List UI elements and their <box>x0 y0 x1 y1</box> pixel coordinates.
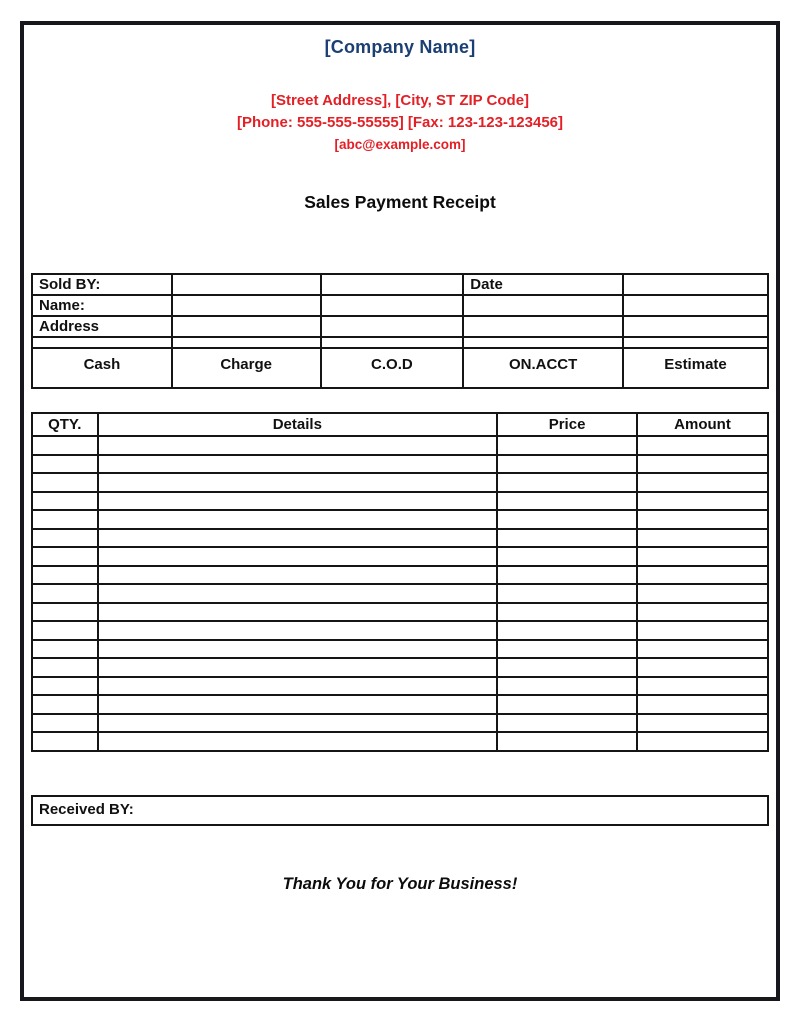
item-row <box>32 436 768 455</box>
item-price-cell[interactable] <box>497 621 637 640</box>
sold-by-label: Sold BY: <box>32 274 172 295</box>
item-price-cell[interactable] <box>497 510 637 529</box>
item-price-cell[interactable] <box>497 640 637 659</box>
item-amount-cell[interactable] <box>637 436 768 455</box>
item-price-cell[interactable] <box>497 695 637 714</box>
item-qty-cell[interactable] <box>32 603 98 622</box>
item-amount-cell[interactable] <box>637 732 768 751</box>
item-qty-cell[interactable] <box>32 492 98 511</box>
details-header: Details <box>98 413 498 436</box>
item-price-cell[interactable] <box>497 436 637 455</box>
item-row <box>32 714 768 733</box>
item-row <box>32 510 768 529</box>
item-row <box>32 658 768 677</box>
item-row <box>32 732 768 751</box>
item-qty-cell[interactable] <box>32 473 98 492</box>
item-row <box>32 492 768 511</box>
item-price-cell[interactable] <box>497 584 637 603</box>
company-name: [Company Name] <box>324 37 476 57</box>
item-amount-cell[interactable] <box>637 547 768 566</box>
item-details-cell[interactable] <box>98 603 498 622</box>
item-details-cell[interactable] <box>98 455 498 474</box>
address-field-3[interactable] <box>463 316 623 337</box>
contact-block <box>31 90 769 155</box>
item-row <box>32 529 768 548</box>
item-row <box>32 455 768 474</box>
item-amount-cell[interactable] <box>637 529 768 548</box>
item-details-cell[interactable] <box>98 695 498 714</box>
item-row <box>32 584 768 603</box>
item-qty-cell[interactable] <box>32 621 98 640</box>
item-details-cell[interactable] <box>98 640 498 659</box>
item-amount-cell[interactable] <box>637 640 768 659</box>
item-details-cell[interactable] <box>98 621 498 640</box>
item-qty-cell[interactable] <box>32 732 98 751</box>
item-qty-cell[interactable] <box>32 436 98 455</box>
payment-option-onacct[interactable]: ON.ACCT <box>463 348 623 388</box>
item-details-cell[interactable] <box>98 584 498 603</box>
item-price-cell[interactable] <box>497 714 637 733</box>
document-title: Sales Payment Receipt <box>304 192 496 212</box>
spacer-row <box>32 337 768 348</box>
spacer-cell <box>463 337 623 348</box>
email-line: [abc@example.com] <box>334 137 466 152</box>
spacer-cell <box>172 337 321 348</box>
table-row <box>32 316 768 337</box>
item-row <box>32 566 768 585</box>
item-qty-cell[interactable] <box>32 547 98 566</box>
item-row <box>32 547 768 566</box>
item-amount-cell[interactable] <box>637 695 768 714</box>
received-by-box[interactable] <box>31 795 769 826</box>
item-row <box>32 621 768 640</box>
sold-by-field-2[interactable] <box>321 274 464 295</box>
item-details-cell[interactable] <box>98 473 498 492</box>
item-row <box>32 473 768 492</box>
item-row <box>32 677 768 696</box>
item-price-cell[interactable] <box>497 603 637 622</box>
item-price-cell[interactable] <box>497 732 637 751</box>
spacer-cell <box>623 337 768 348</box>
item-amount-cell[interactable] <box>637 621 768 640</box>
item-amount-cell[interactable] <box>637 492 768 511</box>
address-field-1[interactable] <box>172 316 321 337</box>
item-amount-cell[interactable] <box>637 566 768 585</box>
item-row <box>32 603 768 622</box>
item-price-cell[interactable] <box>497 455 637 474</box>
item-qty-cell[interactable] <box>32 714 98 733</box>
street-address-line: [Street Address], [City, ST ZIP Code] <box>270 92 530 109</box>
payment-option-charge[interactable]: Charge <box>172 348 321 388</box>
item-row <box>32 640 768 659</box>
item-details-cell[interactable] <box>98 436 498 455</box>
qty-header: QTY. <box>32 413 98 436</box>
item-amount-cell[interactable] <box>637 584 768 603</box>
item-details-cell[interactable] <box>98 492 498 511</box>
item-details-cell[interactable] <box>98 732 498 751</box>
page-border-frame <box>20 21 780 1001</box>
item-amount-cell[interactable] <box>637 510 768 529</box>
payment-option-cod[interactable]: C.O.D <box>321 348 464 388</box>
item-details-cell[interactable] <box>98 566 498 585</box>
item-price-cell[interactable] <box>497 473 637 492</box>
item-amount-cell[interactable] <box>637 473 768 492</box>
item-details-cell[interactable] <box>98 510 498 529</box>
sold-by-info-table <box>31 273 769 389</box>
item-qty-cell[interactable] <box>32 658 98 677</box>
items-header-row <box>32 413 768 436</box>
item-qty-cell[interactable] <box>32 584 98 603</box>
item-qty-cell[interactable] <box>32 529 98 548</box>
table-row <box>32 295 768 316</box>
payment-option-estimate[interactable]: Estimate <box>623 348 768 388</box>
phone-fax-line: [Phone: 555-555-55555] [Fax: 123-123-123456] <box>236 114 563 131</box>
sold-by-field-1[interactable] <box>172 274 321 295</box>
amount-header: Amount <box>637 413 768 436</box>
line-items-table <box>31 412 769 752</box>
item-amount-cell[interactable] <box>637 714 768 733</box>
item-qty-cell[interactable] <box>32 455 98 474</box>
item-amount-cell[interactable] <box>637 658 768 677</box>
table-row <box>32 274 768 295</box>
name-label: Name: <box>32 295 172 316</box>
name-field-2[interactable] <box>321 295 464 316</box>
payment-option-cash[interactable]: Cash <box>32 348 172 388</box>
price-header: Price <box>497 413 637 436</box>
item-details-cell[interactable] <box>98 658 498 677</box>
item-price-cell[interactable] <box>497 677 637 696</box>
item-details-cell[interactable] <box>98 547 498 566</box>
item-row <box>32 695 768 714</box>
item-price-cell[interactable] <box>497 566 637 585</box>
name-field-4[interactable] <box>623 295 768 316</box>
received-by-label: Received BY: <box>39 800 134 818</box>
item-details-cell[interactable] <box>98 677 498 696</box>
item-price-cell[interactable] <box>497 529 637 548</box>
item-qty-cell[interactable] <box>32 695 98 714</box>
date-field[interactable] <box>623 274 768 295</box>
item-details-cell[interactable] <box>98 714 498 733</box>
item-price-cell[interactable] <box>497 658 637 677</box>
item-price-cell[interactable] <box>497 547 637 566</box>
name-field-3[interactable] <box>463 295 623 316</box>
address-field-4[interactable] <box>623 316 768 337</box>
item-price-cell[interactable] <box>497 492 637 511</box>
payment-method-row <box>32 348 768 388</box>
item-details-cell[interactable] <box>98 529 498 548</box>
spacer-cell <box>321 337 464 348</box>
item-amount-cell[interactable] <box>637 603 768 622</box>
item-qty-cell[interactable] <box>32 566 98 585</box>
item-qty-cell[interactable] <box>32 510 98 529</box>
address-label: Address <box>32 316 172 337</box>
spacer-cell <box>32 337 172 348</box>
item-amount-cell[interactable] <box>637 677 768 696</box>
name-field-1[interactable] <box>172 295 321 316</box>
thank-you-message: Thank You for Your Business! <box>282 874 518 893</box>
item-amount-cell[interactable] <box>637 455 768 474</box>
item-qty-cell[interactable] <box>32 640 98 659</box>
item-qty-cell[interactable] <box>32 677 98 696</box>
address-field-2[interactable] <box>321 316 464 337</box>
date-label: Date <box>463 274 623 295</box>
